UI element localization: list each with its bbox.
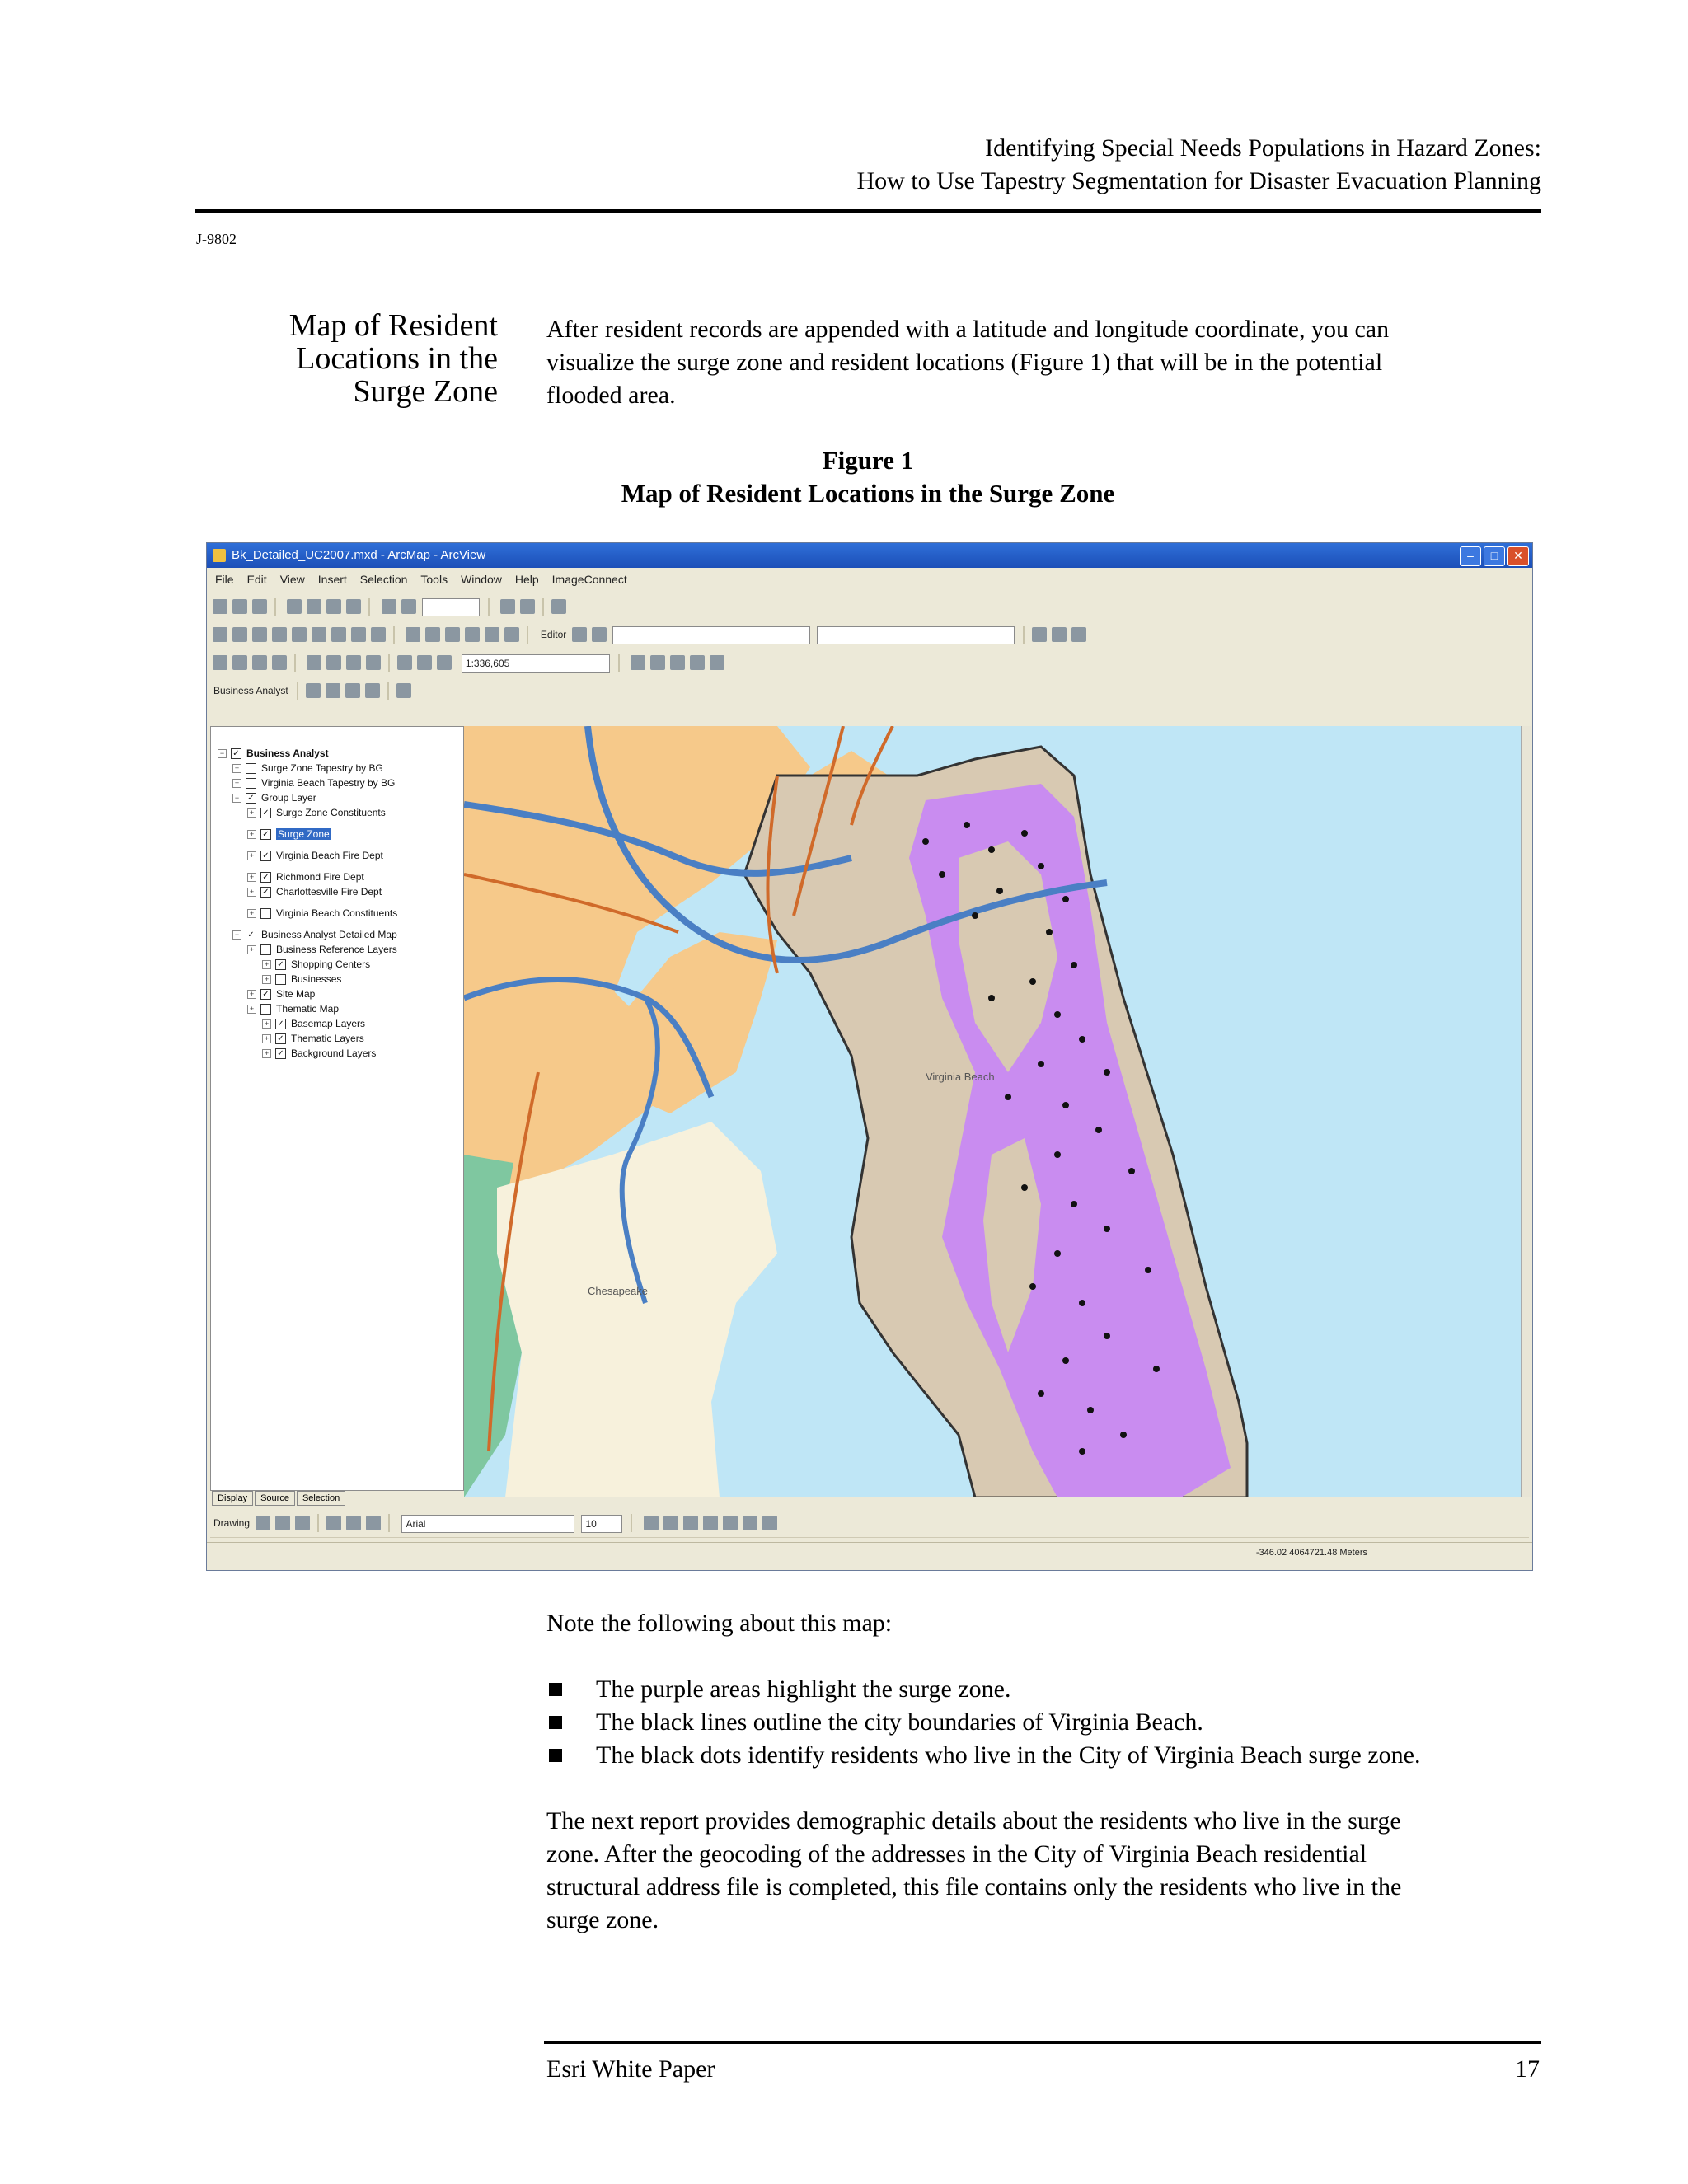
business-analyst-toolbar [210,677,1529,705]
layer-visibility-checkbox[interactable]: ✓ [260,887,271,898]
print-icon[interactable] [551,599,566,614]
map-scale-dropdown[interactable]: 1:336,605 [462,654,610,673]
drawing-toolbar [210,1509,1529,1538]
toc-layer-row[interactable] [247,1002,339,1015]
arcmap-window [206,542,1533,1571]
toc-layer-row[interactable] [262,1047,376,1060]
expand-toggle-icon[interactable]: + [262,1019,271,1029]
edit-target-dropdown[interactable] [817,626,1015,644]
toc-layer-row[interactable] [247,827,331,841]
expand-toggle-icon[interactable]: + [232,779,241,788]
intro-line: visualize the surge zone and resident locations (Figure 1) that will be in the potential [546,349,1383,376]
toc-layer-row[interactable] [247,849,383,862]
running-header-line-2: How to Use Tapestry Segmentation for Disaster Evacuation Planning [856,167,1541,194]
maximize-button[interactable]: □ [1484,546,1505,566]
drawing-menu[interactable]: Drawing [213,1517,251,1529]
document-id: J-9802 [196,231,237,247]
map-vertical-scrollbar[interactable] [1521,726,1531,1497]
toolbar-button-icon[interactable] [345,683,360,698]
layer-visibility-checkbox[interactable] [260,1004,271,1015]
bullet-text: The purple areas highlight the surge zone. [596,1675,1011,1703]
toc-layer-label: Basemap Layers [291,1018,366,1029]
editor-toolbar-icon[interactable] [631,655,645,670]
toolbar-button-icon[interactable] [382,599,396,614]
minimize-button[interactable]: – [1460,546,1481,566]
list-item [546,1739,1421,1772]
intro-line: flooded area. [546,382,676,409]
layer-visibility-checkbox[interactable]: ✓ [231,748,241,759]
open-icon[interactable] [232,655,247,670]
layer-visibility-checkbox[interactable]: ✓ [260,808,271,818]
expand-toggle-icon[interactable]: + [247,990,256,999]
tools-toolbar [210,621,1529,649]
hyperlink-icon[interactable] [504,627,519,642]
map-label-chesapeake: Chesapeake [588,1285,648,1297]
toc-layer-label: Virginia Beach Constituents [276,907,398,919]
fixed-zoom-out-icon[interactable] [272,627,287,642]
notes-bullet-list [546,1673,1421,1772]
arcmap-app-icon [213,549,226,562]
paragraph-line: The next report provides demographic details about the residents who live in the surge [546,1807,1401,1835]
bullet-square-icon [549,1716,562,1729]
select-elements-icon[interactable] [256,1516,270,1530]
menu-insert[interactable]: Insert [317,573,347,586]
bullet-square-icon [549,1749,562,1762]
toc-layer-label: Background Layers [291,1047,377,1059]
toc-layer-label: Surge Zone [278,828,330,840]
bullet-square-icon [549,1683,562,1696]
expand-toggle-icon[interactable]: + [247,909,256,918]
layer-visibility-checkbox[interactable]: ✓ [275,1019,286,1029]
zoom-in-icon[interactable] [213,627,227,642]
expand-toggle-icon[interactable]: − [232,794,241,803]
toc-layer-label: Virginia Beach Tapestry by BG [261,777,396,789]
toc-layer-row[interactable] [232,928,397,941]
intro-paragraph [546,313,1536,412]
business-analyst-menu[interactable]: Business Analyst [213,685,288,696]
back-icon[interactable] [331,627,346,642]
window-titlebar [207,543,1532,568]
expand-toggle-icon[interactable]: + [247,830,256,839]
toc-layer-label: Thematic Map [276,1003,340,1015]
layer-visibility-checkbox[interactable] [246,778,256,789]
callout-icon[interactable] [366,1516,381,1530]
footer-publication: Esri White Paper [546,2055,715,2083]
menu-file[interactable]: File [215,573,234,586]
toc-layer-row[interactable] [232,791,316,804]
edit-tool-icon[interactable] [572,627,587,642]
underline-icon[interactable] [683,1516,698,1530]
expand-toggle-icon[interactable]: + [247,851,256,860]
print-icon[interactable] [272,655,287,670]
menu-selection[interactable]: Selection [359,573,408,586]
save-icon[interactable] [252,655,267,670]
figure-caption [195,444,1541,510]
layer-visibility-checkbox[interactable] [246,763,256,774]
toc-layer-row[interactable] [232,762,383,775]
expand-toggle-icon[interactable]: + [262,1034,271,1043]
toc-layer-label: Charlottesville Fire Dept [276,886,382,898]
toolbar-button-icon[interactable] [1032,627,1047,642]
go-to-xy-icon[interactable] [465,627,480,642]
cut-icon[interactable] [307,655,321,670]
expand-toggle-icon[interactable]: − [218,749,227,758]
layer-visibility-checkbox[interactable]: ✓ [260,829,271,840]
toc-layer-label: Thematic Layers [291,1033,364,1044]
toc-layer-label: Virginia Beach Fire Dept [276,850,383,861]
font-color-icon[interactable] [703,1516,718,1530]
toc-layer-row[interactable] [247,907,397,920]
menu-edit[interactable]: Edit [246,573,267,586]
toolbar-button-icon[interactable] [252,599,267,614]
toc-layer-row[interactable] [232,776,395,790]
text-icon[interactable] [346,1516,361,1530]
table-of-contents [210,726,464,1491]
redo-icon[interactable] [417,655,432,670]
command-line-icon[interactable] [690,655,705,670]
delete-icon[interactable] [366,655,381,670]
toc-layer-label: Surge Zone Constituents [276,807,386,818]
italic-icon[interactable] [663,1516,678,1530]
toc-layer-row[interactable] [247,885,382,898]
toolbar-button-icon[interactable] [365,683,380,698]
expand-toggle-icon[interactable]: + [262,960,271,969]
running-header [856,132,1541,198]
find-icon[interactable] [445,627,460,642]
close-button[interactable]: ✕ [1507,546,1529,566]
notes-intro: Note the following about this map: [546,1610,893,1637]
fill-color-icon[interactable] [723,1516,738,1530]
status-bar [207,1542,1532,1571]
paragraph-line: surge zone. [546,1906,659,1933]
layer-visibility-checkbox[interactable]: ✓ [275,1048,286,1059]
toolbar-button-icon[interactable] [1052,627,1067,642]
expand-toggle-icon[interactable]: + [232,764,241,773]
toc-layer-row[interactable] [262,972,341,986]
undo-icon[interactable] [397,655,412,670]
font-name-dropdown[interactable]: Arial [401,1515,574,1533]
standard-toolbar [210,649,1529,677]
toc-layer-row[interactable] [247,943,397,956]
layer-visibility-checkbox[interactable] [260,944,271,955]
section-heading-line: Surge Zone [353,374,498,409]
layer-visibility-checkbox[interactable] [275,974,286,985]
select-features-icon[interactable] [371,627,386,642]
paragraph-line: zone. After the geocoding of the addresses in the City of Virginia Beach residential [546,1840,1367,1868]
status-coordinates: -346.02 4064721.48 Meters [1255,1548,1367,1558]
toolbar-button-icon[interactable] [346,599,361,614]
forward-icon[interactable] [351,627,366,642]
georeferencing-toolbar [210,593,1529,621]
menu-window[interactable]: Window [461,573,502,586]
window-title: Bk_Detailed_UC2007.mxd - ArcMap - ArcView [232,548,486,562]
toolbar-button-icon[interactable] [213,599,227,614]
map-display[interactable] [464,726,1521,1497]
identify-icon[interactable] [425,627,440,642]
figure-title: Map of Resident Locations in the Surge Zone [621,479,1115,508]
running-header-line-1: Identifying Special Needs Populations in Hazard Zones: [985,134,1541,162]
expand-toggle-icon[interactable]: + [247,888,256,897]
expand-toggle-icon[interactable]: + [247,945,256,954]
expand-toggle-icon[interactable]: + [247,808,256,818]
new-document-icon[interactable] [213,655,227,670]
toolbar-button-icon[interactable] [306,683,321,698]
toc-layer-row[interactable] [247,806,386,819]
toolbar-button-icon[interactable] [500,599,515,614]
attributes-icon[interactable] [1071,627,1086,642]
toc-layer-label: Group Layer [261,792,316,804]
expand-toggle-icon[interactable]: + [247,873,256,882]
marker-color-icon[interactable] [762,1516,777,1530]
footer-rule [544,2041,1541,2044]
arccatalog-icon[interactable] [670,655,685,670]
toolbar-button-icon[interactable] [401,599,416,614]
closing-paragraph [546,1805,1536,1937]
toolbar-button-icon[interactable] [326,599,341,614]
measure-icon[interactable] [485,627,499,642]
layer-visibility-checkbox[interactable]: ✓ [260,989,271,1000]
toc-layer-label: Richmond Fire Dept [276,871,364,883]
intro-line: After resident records are appended with a latitude and longitude coordinate, you can [546,316,1390,343]
edit-task-dropdown[interactable] [612,626,810,644]
layer-visibility-checkbox[interactable]: ✓ [260,851,271,861]
menu-imageconnect[interactable]: ImageConnect [551,573,627,586]
editor-menu[interactable]: Editor [540,629,567,640]
toc-layer-label: Site Map [276,988,316,1000]
fixed-zoom-in-icon[interactable] [252,627,267,642]
bullet-text: The black dots identify residents who live in the City of Virginia Beach surge zone. [596,1741,1421,1769]
pan-icon[interactable] [292,627,307,642]
line-color-icon[interactable] [743,1516,757,1530]
toc-layer-row[interactable] [247,987,315,1001]
layer-visibility-checkbox[interactable]: ✓ [246,793,256,804]
toc-layer-row[interactable] [262,1032,364,1045]
map-svg [464,726,1521,1497]
section-heading-line: Map of Resident [288,308,498,343]
menu-help[interactable]: Help [514,573,539,586]
toolbar-button-icon[interactable] [326,683,340,698]
rotate-icon[interactable] [275,1516,290,1530]
tab-selection[interactable]: Selection [297,1491,345,1506]
zoom-out-icon[interactable] [232,627,247,642]
layer-visibility-checkbox[interactable]: ✓ [275,959,286,970]
toolbar-button-icon[interactable] [307,599,321,614]
tab-display[interactable]: Display [212,1491,253,1506]
toc-layer-label: Business Analyst [246,748,329,759]
map-label-virginia-beach: Virginia Beach [926,1071,995,1083]
toolbar-button-icon[interactable] [232,599,247,614]
tab-source[interactable]: Source [255,1491,295,1506]
bullet-text: The black lines outline the city boundaries of Virginia Beach. [596,1708,1203,1736]
menu-tools[interactable]: Tools [420,573,448,586]
select-elements-icon[interactable] [406,627,420,642]
toolbar-dropdown[interactable] [422,598,480,616]
bold-icon[interactable] [644,1516,659,1530]
zoom-whole-page-icon[interactable] [295,1516,310,1530]
figure-label: Figure 1 [822,446,914,475]
toc-layer-label: Business Analyst Detailed Map [261,929,397,940]
rectangle-icon[interactable] [326,1516,341,1530]
expand-toggle-icon[interactable]: − [232,930,241,940]
page-number: 17 [1515,2055,1540,2083]
layer-visibility-checkbox[interactable]: ✓ [275,1033,286,1044]
section-heading-line: Locations in the [296,341,498,376]
paste-icon[interactable] [346,655,361,670]
toc-layer-label: Business Reference Layers [276,944,397,955]
full-extent-icon[interactable] [312,627,326,642]
menu-bar [207,568,1532,591]
add-data-icon[interactable] [437,655,452,670]
arctoolbox-icon[interactable] [650,655,665,670]
layer-visibility-checkbox[interactable]: ✓ [260,872,271,883]
toc-layer-row[interactable] [262,1017,365,1030]
paragraph-line: structural address file is completed, this file contains only the residents who live in the [546,1873,1402,1900]
menu-view[interactable]: View [279,573,305,586]
layer-visibility-checkbox[interactable]: ✓ [246,930,256,940]
section-heading [195,309,498,408]
toc-layer-label: Surge Zone Tapestry by BG [261,762,383,774]
sketch-tool-icon[interactable] [592,627,607,642]
expand-toggle-icon[interactable]: + [262,1049,271,1058]
whats-this-icon[interactable] [710,655,724,670]
toolbar-button-icon[interactable] [520,599,535,614]
toc-tabs [212,1491,345,1506]
report-icon[interactable] [396,683,411,698]
expand-toggle-icon[interactable]: + [262,975,271,984]
header-rule [195,209,1541,213]
copy-icon[interactable] [326,655,341,670]
font-size-dropdown[interactable]: 10 [581,1515,622,1533]
toc-layer-row[interactable] [218,747,329,760]
toc-layer-label: Shopping Centers [291,958,371,970]
toolbar-button-icon[interactable] [287,599,302,614]
expand-toggle-icon[interactable]: + [247,1005,256,1014]
list-item [546,1673,1421,1706]
toc-layer-row[interactable] [262,958,370,971]
toc-layer-label: Businesses [291,973,342,985]
layer-visibility-checkbox[interactable] [260,908,271,919]
toc-layer-row[interactable] [247,870,364,883]
list-item [546,1706,1421,1739]
